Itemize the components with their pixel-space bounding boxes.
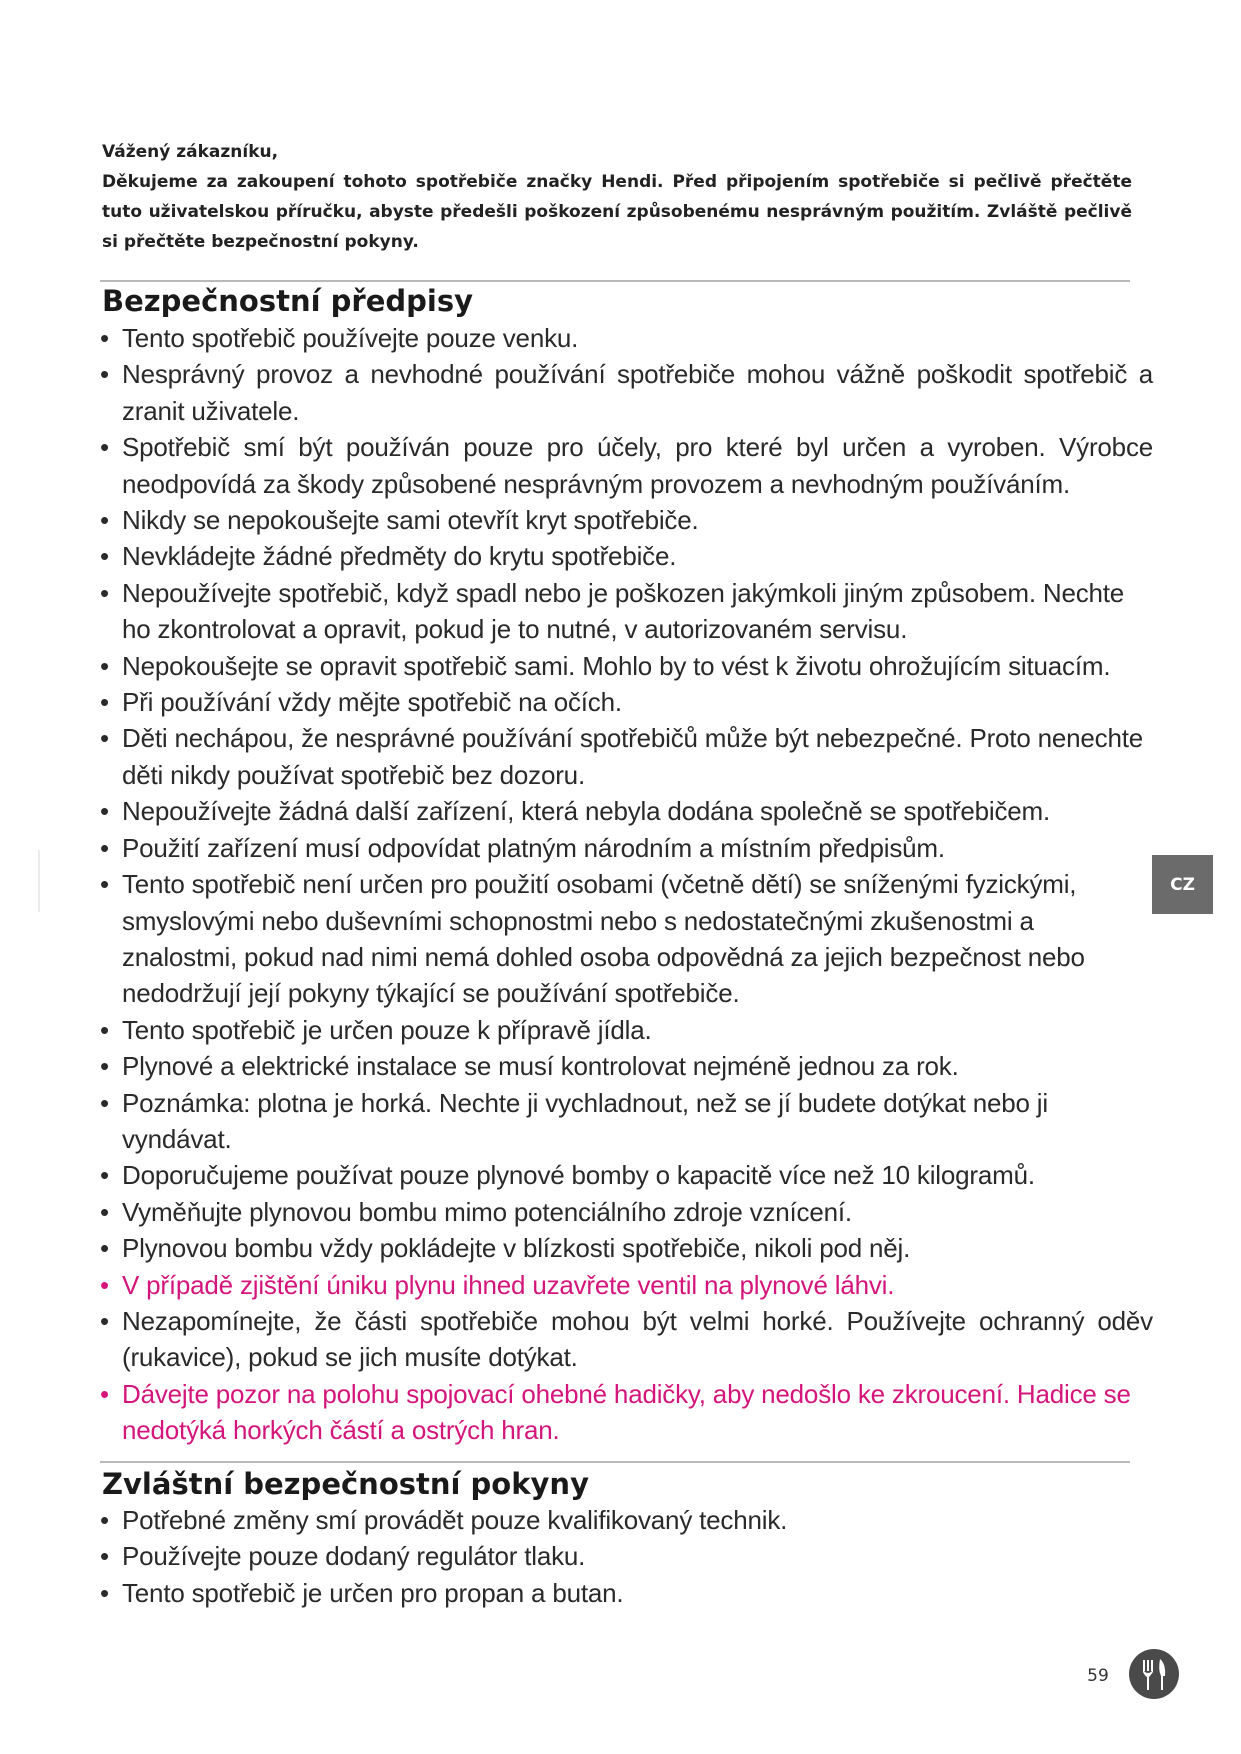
list-item bbox=[98, 1502, 1153, 1538]
bullet-icon: • bbox=[100, 869, 109, 900]
list-item-text: Nesprávný provoz a nevhodné používání spotřebiče mohou vážně poškodit spotřebič a zranit uživatele. bbox=[122, 359, 1153, 426]
list-item bbox=[98, 1085, 1153, 1158]
bullet-icon: • bbox=[100, 1305, 109, 1336]
list-item-text: Dávejte pozor na polohu spojovací ohebné hadičky, aby nedošlo ke zkroucení. Hadice se nedotýká horkých částí a ostrých hran. bbox=[122, 1378, 1131, 1446]
list-item bbox=[98, 1538, 1153, 1574]
page-edge-mark bbox=[38, 850, 40, 912]
list-item-text: Tento spotřebič je určen pro propan a butan. bbox=[122, 1577, 624, 1608]
list-item-text: Vyměňujte plynovou bombu mimo potenciálního zdroje vznícení. bbox=[122, 1196, 852, 1227]
list-item bbox=[98, 1303, 1153, 1376]
intro-text: Děkujeme za zakoupení tohoto spotřebiče značky Hendi. Před připojením spotřebiče si pečlivě přečtěte tuto uživatelskou příručku, abyste předešli poškození způsobenému nesprávným použitím. Zvláště pečlivě si přečtěte bezpečnostní pokyny. bbox=[102, 172, 1132, 252]
list-item-text: Potřebné změny smí provádět pouze kvalifikovaný technik. bbox=[122, 1505, 788, 1535]
list-item bbox=[98, 575, 1153, 648]
list-item bbox=[98, 429, 1153, 502]
greeting: Vážený zákazníku, bbox=[102, 142, 279, 162]
list-item-text: Plynové a elektrické instalace se musí kontrolovat nejméně jednou za rok. bbox=[122, 1051, 959, 1082]
bullet-icon: • bbox=[100, 1160, 109, 1191]
bullet-icon: • bbox=[100, 687, 109, 718]
list-item-text: Nevkládejte žádné předměty do krytu spotřebiče. bbox=[122, 541, 677, 572]
bullet-icon: • bbox=[100, 1196, 109, 1227]
special-heading: Zvláštní bezpečnostní pokyny bbox=[102, 1467, 589, 1501]
list-item-text: Nikdy se nepokoušejte sami otevřít kryt spotřebiče. bbox=[122, 505, 699, 536]
list-item-text: Používejte pouze dodaný regulátor tlaku. bbox=[122, 1541, 586, 1572]
bullet-icon: • bbox=[100, 541, 109, 572]
list-item-text: Při používání vždy mějte spotřebič na očích. bbox=[122, 687, 622, 718]
list-item-text: Plynovou bombu vždy pokládejte v blízkosti spotřebiče, nikoli pod něj. bbox=[122, 1233, 911, 1264]
safety-list bbox=[98, 320, 1153, 1449]
list-item bbox=[98, 1012, 1153, 1048]
list-item-text: Použití zařízení musí odpovídat platným národním a místním předpisům. bbox=[122, 832, 945, 863]
list-item-text: Spotřebič smí být používán pouze pro účely, pro které byl určen a vyroben. Výrobce neodpovídá za škody způsobené nesprávným provozem a nevhodným používáním. bbox=[122, 432, 1153, 499]
list-item-text: Tento spotřebič je určen pouze k přípravě jídla. bbox=[122, 1014, 652, 1045]
bullet-icon: • bbox=[100, 832, 109, 863]
divider-safety bbox=[100, 280, 1130, 282]
list-item bbox=[98, 1048, 1153, 1084]
bullet-icon: • bbox=[100, 723, 109, 754]
list-item-text: Nezapomínejte, že části spotřebiče mohou být velmi horké. Používejte ochranný oděv (rukavice), pokud se jich musíte dotýkat. bbox=[122, 1305, 1153, 1373]
list-item bbox=[98, 793, 1153, 829]
list-item-warning bbox=[98, 1376, 1153, 1449]
list-item bbox=[98, 1575, 1153, 1611]
page-number: 59 bbox=[1087, 1666, 1109, 1686]
bullet-icon: • bbox=[100, 796, 109, 827]
special-list bbox=[98, 1502, 1153, 1611]
bullet-icon: • bbox=[100, 1577, 109, 1608]
bullet-icon: • bbox=[100, 577, 109, 608]
list-item bbox=[98, 648, 1153, 684]
safety-heading: Bezpečnostní předpisy bbox=[102, 284, 473, 318]
list-item bbox=[98, 720, 1153, 793]
bullet-icon: • bbox=[100, 1051, 109, 1082]
list-item bbox=[98, 866, 1153, 1012]
list-item bbox=[98, 1157, 1153, 1193]
list-item bbox=[98, 1194, 1153, 1230]
bullet-icon: • bbox=[100, 323, 109, 353]
divider-special bbox=[100, 1461, 1130, 1463]
bullet-icon: • bbox=[100, 1014, 109, 1045]
bullet-icon: • bbox=[100, 432, 109, 463]
fork-knife-logo-icon bbox=[1128, 1648, 1180, 1700]
list-item bbox=[98, 502, 1153, 538]
list-item-text: Tento spotřebič používejte pouze venku. bbox=[122, 323, 579, 353]
bullet-icon: • bbox=[100, 1378, 109, 1409]
bullet-icon: • bbox=[100, 505, 109, 536]
list-item-warning bbox=[98, 1267, 1153, 1303]
list-item-text: Nepoužívejte spotřebič, když spadl nebo je poškozen jakýmkoli jiným způsobem. Nechte ho zkontrolovat a opravit, pokud je to nutné, v autorizovaném servisu. bbox=[122, 577, 1125, 645]
list-item-text: Děti nechápou, že nesprávné používání spotřebičů může být nebezpečné. Proto nenechte děti nikdy používat spotřebič bez dozoru. bbox=[122, 723, 1143, 790]
list-item bbox=[98, 320, 1153, 356]
list-item bbox=[98, 830, 1153, 866]
list-item-text: V případě zjištění úniku plynu ihned uzavřete ventil na plynové láhvi. bbox=[122, 1269, 895, 1300]
language-tab: CZ bbox=[1152, 855, 1213, 914]
list-item bbox=[98, 538, 1153, 574]
list-item bbox=[98, 1230, 1153, 1266]
bullet-icon: • bbox=[100, 359, 109, 390]
list-item bbox=[98, 356, 1153, 429]
list-item-text: Nepoužívejte žádná další zařízení, která nebyla dodána společně se spotřebičem. bbox=[122, 796, 1050, 827]
list-item-text: Doporučujeme používat pouze plynové bomby o kapacitě více než 10 kilogramů. bbox=[122, 1160, 1035, 1191]
bullet-icon: • bbox=[100, 1505, 109, 1535]
bullet-icon: • bbox=[100, 1233, 109, 1264]
bullet-icon: • bbox=[100, 650, 109, 681]
list-item-text: Poznámka: plotna je horká. Nechte ji vychladnout, než se jí budete dotýkat nebo ji vyndávat. bbox=[122, 1087, 1048, 1154]
bullet-icon: • bbox=[100, 1269, 109, 1300]
list-item bbox=[98, 684, 1153, 720]
bullet-icon: • bbox=[100, 1541, 109, 1572]
bullet-icon: • bbox=[100, 1087, 109, 1118]
list-item-text: Tento spotřebič není určen pro použití osobami (včetně dětí) se sníženými fyzickými, smyslovými nebo duševními schopnostmi nebo s nedostatečnými zkušenostmi a znalostmi, pokud nad nimi nemá dohled osoba odpovědná za jejich bezpečnost nebo nedodržují její pokyny týkající se používání spotřebiče. bbox=[122, 869, 1085, 1009]
list-item-text: Nepokoušejte se opravit spotřebič sami. Mohlo by to vést k životu ohrožujícím situacím. bbox=[122, 650, 1111, 681]
intro-section bbox=[102, 137, 1132, 257]
